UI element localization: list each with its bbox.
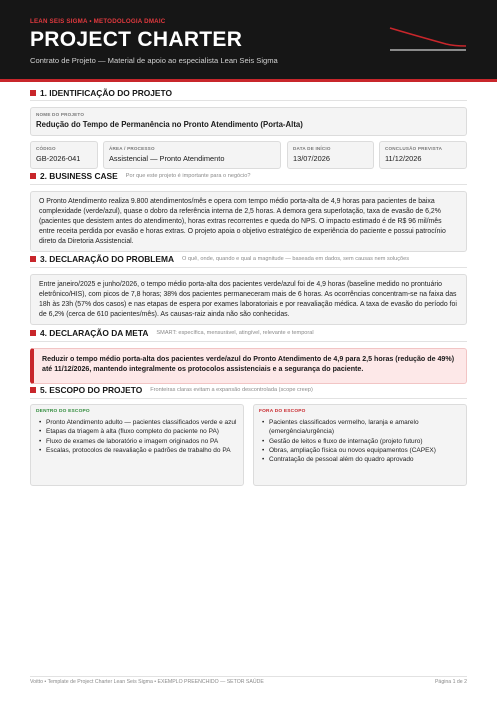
section-marker (30, 90, 36, 96)
section-divider (30, 341, 467, 342)
page-number: Página 1 de 2 (434, 679, 467, 685)
section-identification-heading (30, 87, 172, 99)
section-goal-heading (30, 327, 314, 339)
section-marker (30, 330, 36, 336)
section-hint: O quê, onde, quando e qual a magnitude — baseada em dados, sem causas nem soluções (182, 256, 410, 262)
section-title: 2. BUSINESS CASE (40, 171, 118, 181)
area-field (103, 141, 281, 169)
section-marker (30, 256, 36, 262)
problem-box (30, 274, 467, 325)
list-item: • Contratação de pessoal além do quadro aprovado (259, 455, 461, 464)
list-item: • Fluxo de exames de laboratório e imagem originados no PA (36, 437, 238, 446)
declining-trend-line-icon (388, 24, 468, 54)
section-hint: Fronteiras claras evitam a expansão descontrolada (scope creep) (150, 387, 313, 393)
out-of-scope-box (253, 404, 467, 486)
section-marker (30, 387, 36, 393)
section-title: 3. DECLARAÇÃO DO PROBLEMA (40, 254, 175, 264)
goal-box (30, 348, 467, 384)
start-date-value: 13/07/2026 (293, 154, 330, 163)
header-banner (0, 0, 497, 79)
out-of-scope-label: FORA DO ESCOPO (259, 409, 306, 414)
section-problem-heading (30, 253, 409, 265)
section-divider (30, 398, 467, 399)
field-label: CONCLUSÃO PREVISTA (385, 146, 443, 151)
project-name-value: Redução do Tempo de Permanência no Pronto Atendimento (Porta-Alta) (36, 120, 303, 129)
in-scope-list (36, 418, 238, 455)
code-value: GB-2026-041 (36, 154, 81, 163)
list-item: • Escalas, protocolos de reavaliação e padrões de trabalho do PA (36, 446, 238, 455)
footer-text: Voitto • Template de Project Charter Lean Seis Sigma • EXEMPLO PREENCHIDO — SETOR SAÚDE (30, 679, 264, 685)
section-hint: SMART: específica, mensurável, atingível, relevante e temporal (156, 330, 314, 336)
problem-text: Entre janeiro/2025 e junho/2026, o tempo médio porta-alta dos pacientes verde/azul foi de 4,9 horas (baseline medido no prontuário eletrônico/HIS), com picos de 7,8 horas; 38% dos pacientes permaneceram mais de 6 horas. As ocorrências concentram-se na faixa das 18h às 23h (57% dos casos) e nas etapas de espera por exames laboratoriais e por reavaliação médica. A taxa de evasão do período foi de 6,2% (cerca de 610 pacientes/mês). As causas-raiz ainda não são conhecidas. (39, 281, 457, 318)
in-scope-box (30, 404, 244, 486)
page-title: PROJECT CHARTER (30, 28, 243, 51)
header-accent-line (0, 79, 497, 82)
list-item: • Pacientes classificados vermelho, laranja e amarelo (emergência/urgência) (259, 418, 461, 437)
business-case-box (30, 191, 467, 252)
field-label: ÁREA / PROCESSO (109, 146, 155, 151)
list-item: • Gestão de leitos e fluxo de internação (projeto futuro) (259, 437, 461, 446)
area-value: Assistencial — Pronto Atendimento (109, 154, 225, 163)
field-label: DATA DE INÍCIO (293, 146, 331, 151)
list-item: • Obras, ampliação física ou novos equipamentos (CAPEX) (259, 446, 461, 455)
section-divider (30, 267, 467, 268)
project-name-field (30, 107, 467, 136)
business-case-text: O Pronto Atendimento realiza 9.800 atendimentos/mês e opera com tempo médio porta-alta de 4,9 horas para pacientes de baixa complexidade (verde/azul), quase o dobro da referência interna de 2,5 horas. A demora gera superlotação, taxa de evasão de 6,2% (pacientes que desistem antes do atendimento), horas extras recorrentes e queda do NPS. O impacto estimado é de R$ 96 mil/mês entre receita perdida por evasão e horas extras. O projeto apoia o objetivo estratégico de experiência do paciente e possui patrocínio direto da Diretoria Assistencial. (39, 198, 446, 245)
page-subtitle: Contrato de Projeto — Material de apoio ao especialista Lean Seis Sigma (30, 56, 278, 65)
end-date-field (379, 141, 467, 169)
end-date-value: 11/12/2026 (385, 154, 422, 163)
header-kicker: LEAN SEIS SIGMA • METODOLOGIA DMAIC (30, 18, 166, 25)
out-of-scope-list (259, 418, 461, 464)
section-divider (30, 184, 467, 185)
list-item: • Pronto Atendimento adulto — pacientes classificados verde e azul (36, 418, 238, 427)
section-business-case-heading (30, 170, 250, 182)
field-label: NOME DO PROJETO (36, 112, 85, 117)
in-scope-label: DENTRO DO ESCOPO (36, 409, 90, 414)
footer-divider (30, 676, 467, 677)
code-field (30, 141, 98, 169)
section-divider (30, 100, 467, 101)
section-title: 1. IDENTIFICAÇÃO DO PROJETO (40, 88, 173, 98)
start-date-field (287, 141, 374, 169)
section-marker (30, 173, 36, 179)
list-item: • Etapas da triagem à alta (fluxo completo do paciente no PA) (36, 427, 238, 436)
field-label: CÓDIGO (36, 146, 56, 151)
section-hint: Por que este projeto é importante para o negócio? (125, 173, 251, 179)
goal-text: Reduzir o tempo médio porta-alta dos pacientes verde/azul do Pronto Atendimento de 4,9 para 2,5 horas (redução de 49%) até 11/12/2026, mantendo integralmente os protocolos assistenciais e a segurança do paciente. (42, 355, 455, 374)
section-title: 4. DECLARAÇÃO DA META (40, 328, 149, 338)
section-scope-heading (30, 384, 313, 396)
section-title: 5. ESCOPO DO PROJETO (40, 385, 143, 395)
